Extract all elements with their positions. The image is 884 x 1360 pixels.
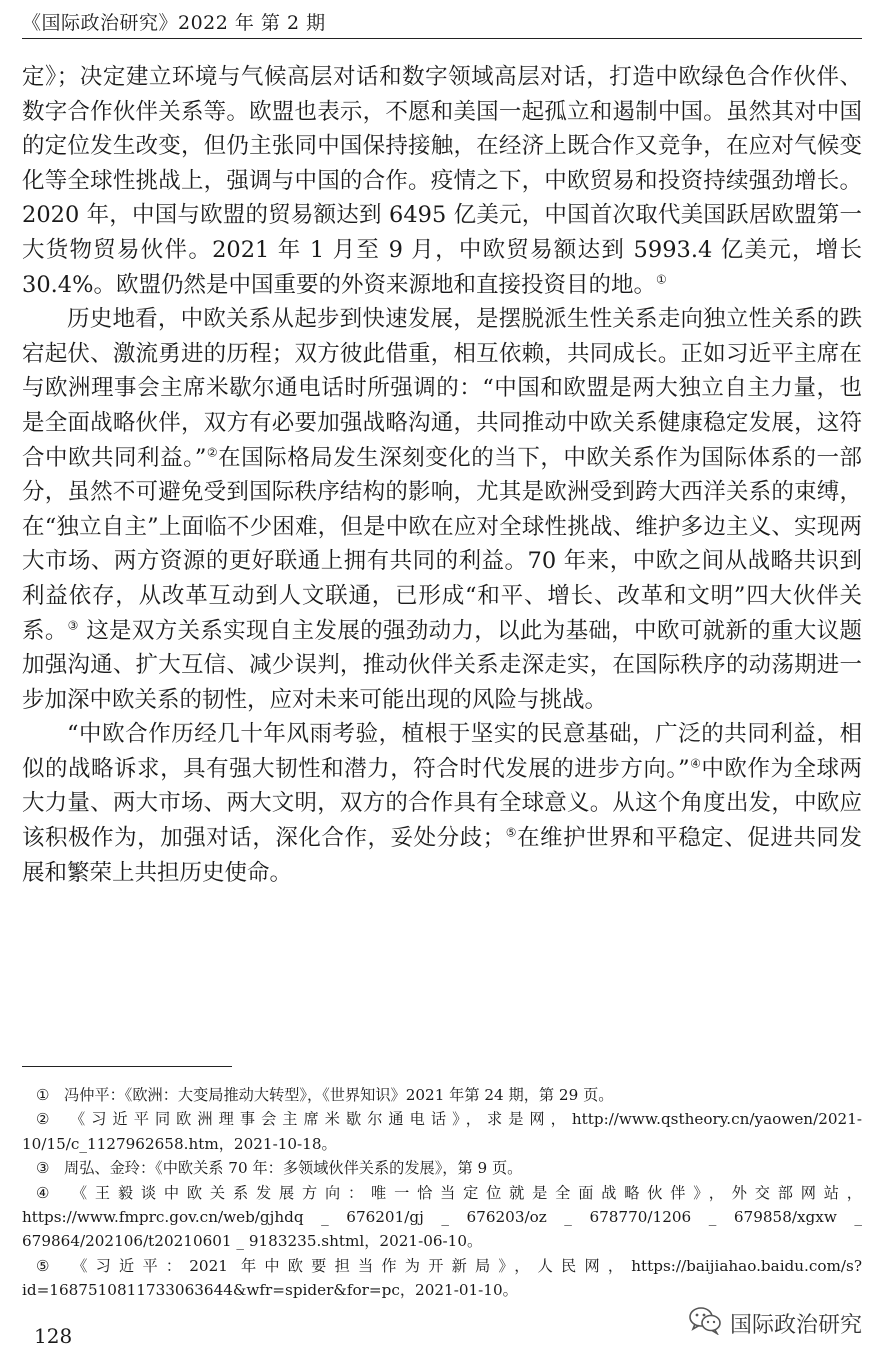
footnote-number: ② <box>36 1110 50 1129</box>
footnote-text: 周弘、金玲：《中欧关系 70 年：多领域伙伴关系的发展》，第 9 页。 <box>64 1159 523 1178</box>
paragraph-text: 历史地看，中欧关系从起步到快速发展，是摆脱派生性关系走向独立性关系的跌宕起伏、激流勇进的历程；双方彼此借重，相互依赖，共同成长。正如习近平主席在与欧洲理事会主席米歇尔通电话时所强调的：“中国和欧盟是两大独立自主力量，也是全面战略伙伴，双方有必要加强战略沟通，共同推动中欧关系健康稳定发展，这符合中欧共同利益。” <box>22 306 862 471</box>
footnote-4 <box>22 1181 862 1254</box>
paragraph-text: 在维护世界和平稳定、促进共同发展和繁荣上共担历史使命。 <box>22 825 862 886</box>
footnote-number: ③ <box>36 1159 50 1178</box>
paragraph-text: 中欧作为全球两大力量、两大市场、两大文明，双方的合作具有全球意义。从这个角度出发，中欧应该积极作为，加强对话，深化合作，妥处分歧； <box>22 755 862 852</box>
wechat-icon <box>688 1305 722 1341</box>
watermark-label: 国际政治研究 <box>729 1312 862 1338</box>
paragraph-2 <box>22 302 862 717</box>
footnote-text: 《王毅谈中欧关系发展方向：唯一恰当定位就是全面战略伙伴》，外交部网站，https://www.fmprc.gov.cn/web/gjhdq _ 676201/gj _ 676203/oz _ 678770/1206 _ 679858/xgxw _ 679864/202106/t20210601 _ 9183235.shtml，2021-06-10。 <box>22 1183 862 1251</box>
footnote-ref-4[interactable]: ④ <box>689 756 702 771</box>
footnotes <box>22 1083 862 1303</box>
footnote-2 <box>22 1107 862 1156</box>
watermark <box>688 1305 862 1341</box>
page-number: 128 <box>34 1324 73 1348</box>
paragraph-text: 定》；决定建立环境与气候高层对话和数字领域高层对话，打造中欧绿色合作伙伴、数字合作伙伴关系等。欧盟也表示，不愿和美国一起孤立和遏制中国。虽然其对中国的定位发生改变，但仍主张同中国保持接触，在经济上既合作又竞争，在应对气候变化等全球性挑战上，强调与中国的合作。疫情之下，中欧贸易和投资持续强劲增长。2020 年，中国与欧盟的贸易额达到 6495 亿美元，中国首次取代美国跃居欧盟第一大货物贸易伙伴。2021 年 1 月至 9 月，中欧贸易额达到 5993.4 亿美元，增长 30.4%。欧盟仍然是中国重要的外资来源地和直接投资目的地。 <box>22 64 862 298</box>
footnote-ref-5[interactable]: ⑤ <box>505 825 517 840</box>
footnote-ref-1[interactable]: ① <box>655 272 667 287</box>
paragraph-text: “中欧合作历经几十年风雨考验，植根于坚实的民意基础，广泛的共同利益，相似的战略诉求，具有强大韧性和潜力，符合时代发展的进步方向。” <box>22 721 862 782</box>
article-body <box>22 60 862 890</box>
header-rule <box>22 38 862 39</box>
footnote-text: 冯仲平：《欧洲：大变局推动大转型》，《世界知识》2021 年第 24 期，第 29 页。 <box>64 1086 614 1104</box>
footnote-number: ① <box>36 1086 50 1104</box>
footnote-text: 《习近平同欧洲理事会主席米歇尔通电话》，求是网，http://www.qstheory.cn/yaowen/2021-10/15/c_1127962658.htm，2021-10-18。 <box>22 1110 862 1153</box>
footnote-ref-3[interactable]: ③ <box>67 618 79 632</box>
paragraph-text: 在国际格局发生深刻变化的当下，中欧关系作为国际体系的一部分，虽然不可避免受到国际秩序结构的影响，尤其是欧洲受到跨大西洋关系的束缚，在“独立自主”上面临不少困难，但是中欧在应对全球性挑战、维护多边主义、实现两大市场、两方资源的更好联通上拥有共同的利益。70 年来，中欧之间从战略共识到利益依存，从改革互动到人文联通，已形成“和平、增长、改革和文明”四大伙伴关系。 <box>22 444 862 644</box>
footnote-text: 《习近平：2021 年中欧要担当作为开新局》，人民网，https://baijiahao.baidu.com/s?id=1687510811733063644&wfr=spider&for=pc，2021-01-10。 <box>22 1256 862 1300</box>
paragraph-text: 这是双方关系实现自主发展的强劲动力，以此为基础，中欧可就新的重大议题加强沟通、扩大互信、减少误判，推动伙伴关系走深走实，在国际秩序的动荡期进一步加深中欧关系的韧性，应对未来可能出现的风险与挑战。 <box>22 617 862 713</box>
footnote-number: ⑤ <box>36 1256 50 1275</box>
footnote-5 <box>22 1254 862 1303</box>
footnote-ref-2[interactable]: ② <box>206 445 219 460</box>
paragraph-1 <box>22 60 862 302</box>
paragraph-3 <box>22 717 862 890</box>
footnote-1 <box>22 1083 862 1107</box>
footnote-number: ④ <box>36 1183 50 1202</box>
footnote-3 <box>22 1156 862 1180</box>
running-header: 《国际政治研究》2022 年 第 2 期 <box>22 12 326 34</box>
footnote-rule <box>22 1066 232 1067</box>
